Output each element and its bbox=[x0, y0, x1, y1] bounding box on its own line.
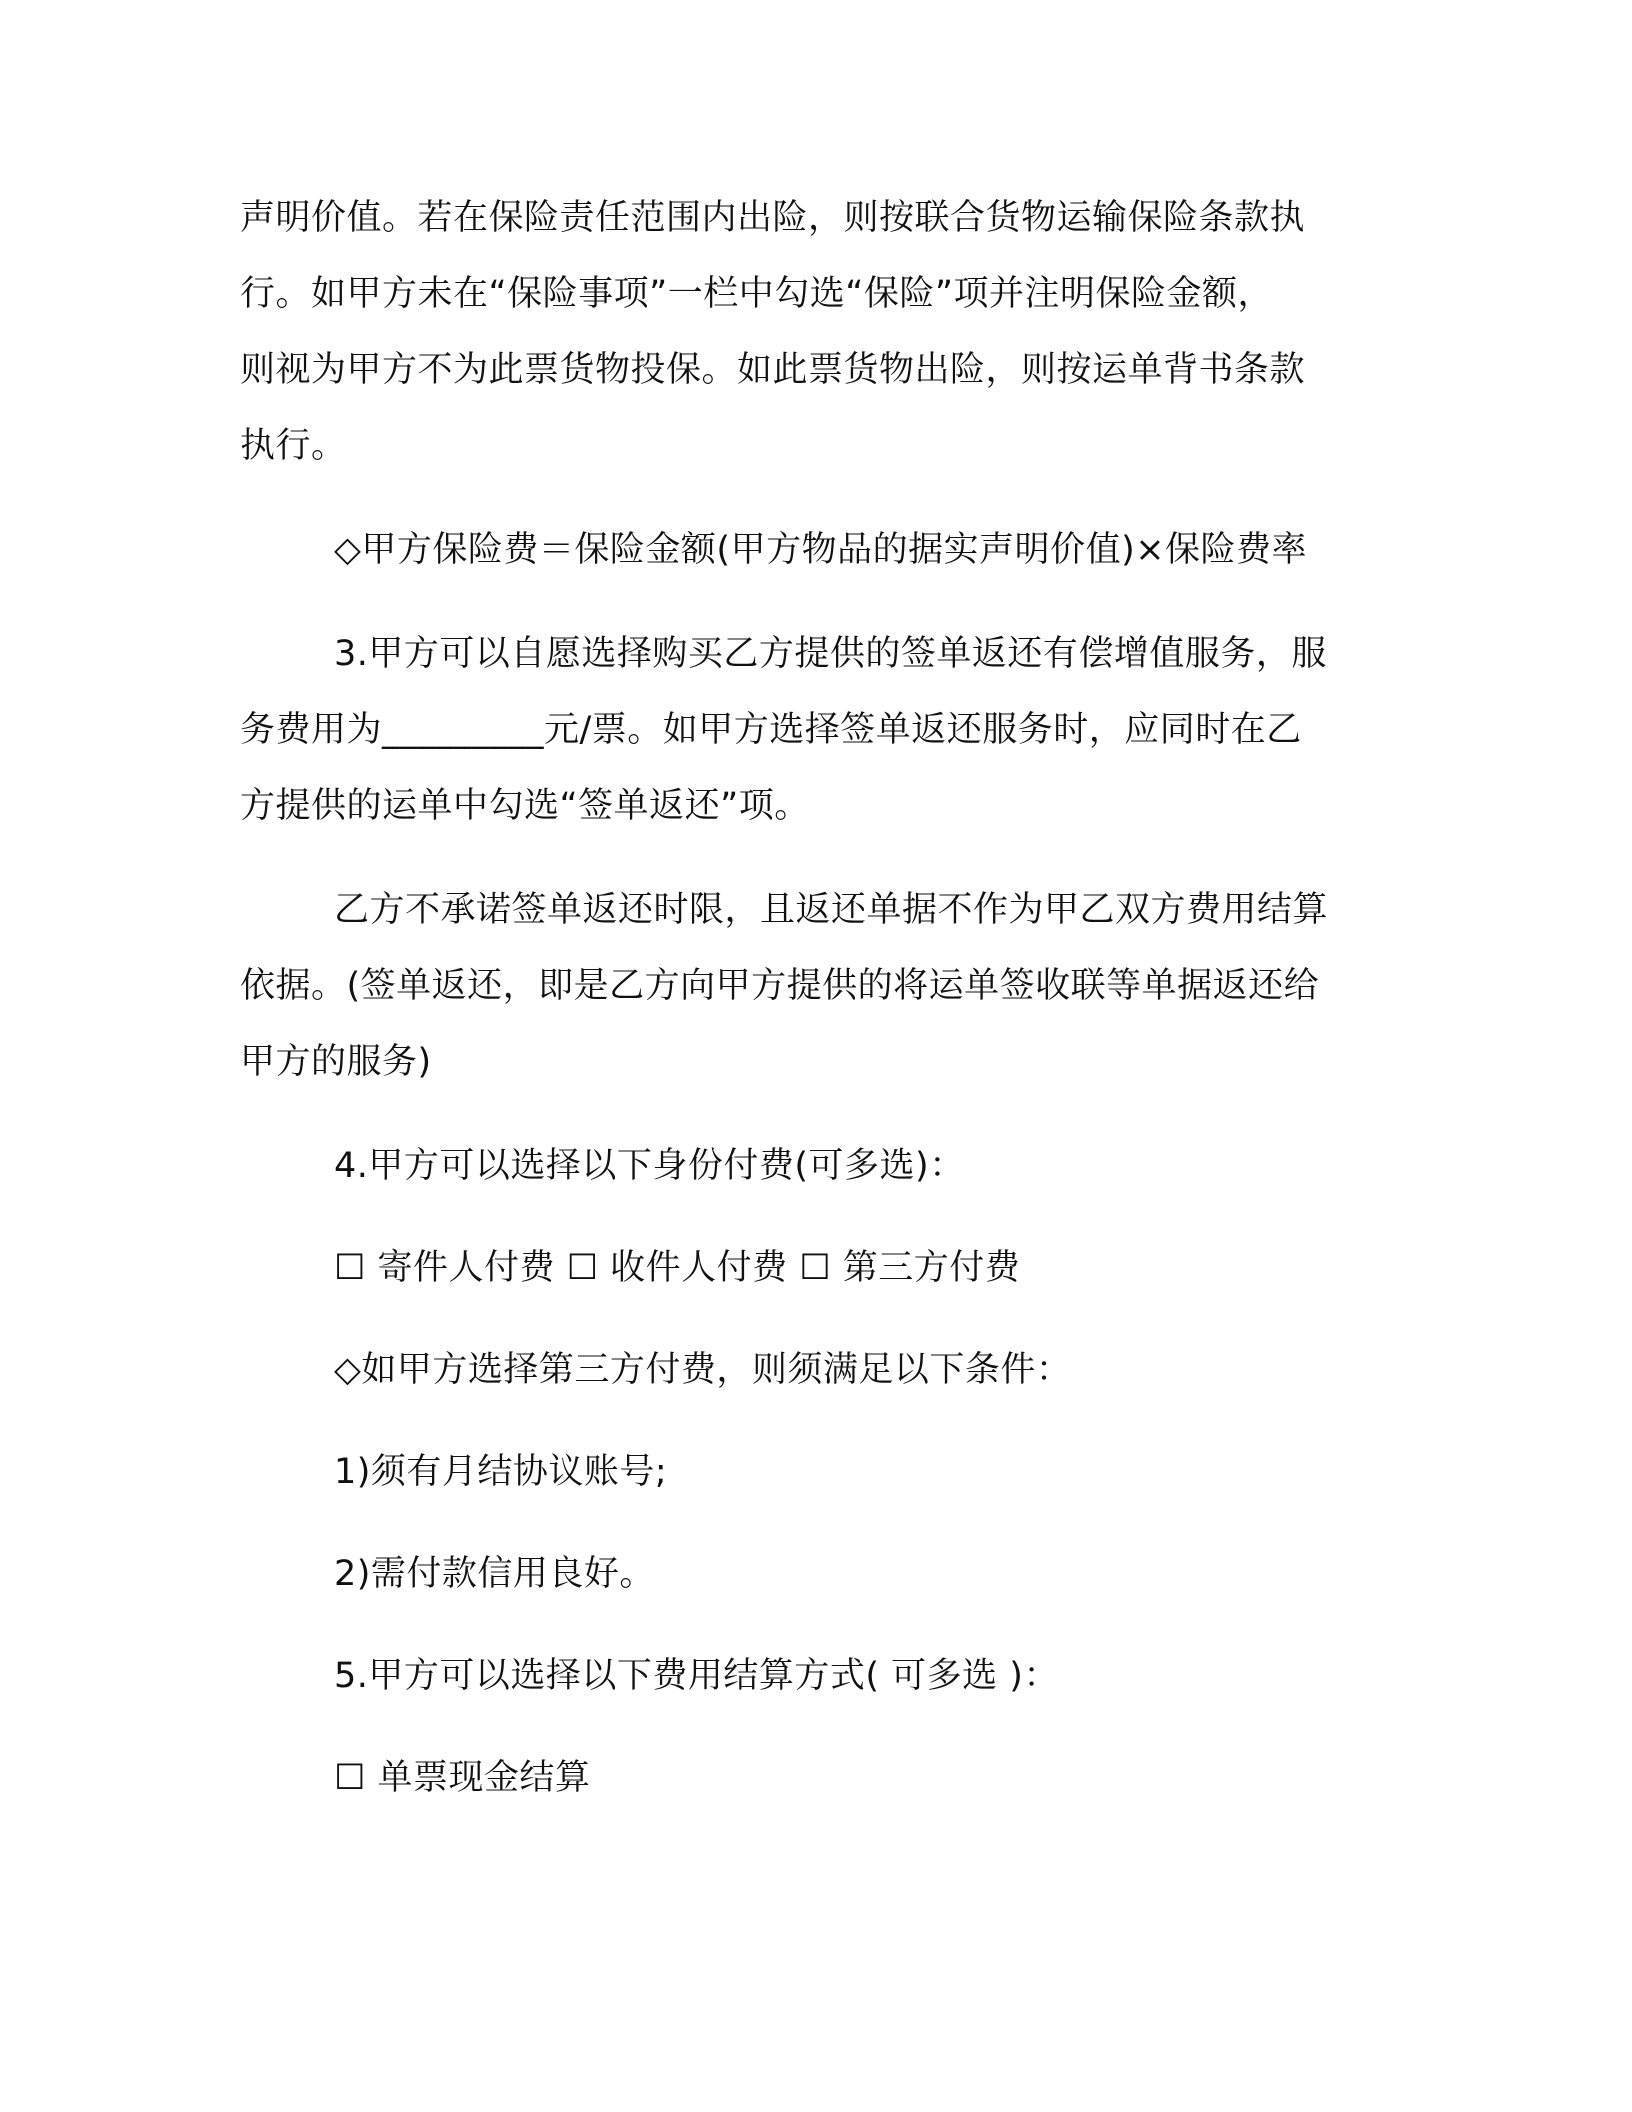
paragraph-line: 依据。(签单返还，即是乙方向甲方提供的将运单签收联等单据返还给 bbox=[240, 966, 1320, 1006]
settlement-option: ☐ 单票现金结算 bbox=[334, 1758, 591, 1798]
paragraph-line: 则视为甲方不为此票货物投保。如此票货物出险，则按运单背书条款 bbox=[240, 350, 1306, 390]
paragraph-line: 行。如甲方未在“保险事项”一栏中勾选“保险”项并注明保险金额， bbox=[240, 274, 1274, 314]
payer-options: ☐ 寄件人付费 ☐ 收件人付费 ☐ 第三方付费 bbox=[334, 1248, 1021, 1288]
paragraph-line: 甲方的服务) bbox=[240, 1042, 432, 1082]
paragraph-line: 方提供的运单中勾选“签单返还”项。 bbox=[240, 786, 810, 826]
condition-item: 2)需付款信用良好。 bbox=[334, 1554, 655, 1594]
condition-item: 1)须有月结协议账号; bbox=[334, 1452, 668, 1492]
paragraph-line: 务费用为_________元/票。如甲方选择签单返还服务时，应同时在乙 bbox=[240, 710, 1302, 750]
paragraph-line: 声明价值。若在保险责任范围内出险，则按联合货物运输保险条款执 bbox=[240, 198, 1306, 238]
paragraph-line: 执行。 bbox=[240, 426, 347, 466]
item4-heading: 4.甲方可以选择以下身份付费(可多选)： bbox=[334, 1146, 965, 1186]
insurance-formula: ◇甲方保险费＝保险金额(甲方物品的据实声明价值)×保险费率 bbox=[334, 530, 1308, 570]
item5-heading: 5.甲方可以选择以下费用结算方式( 可多选 )： bbox=[334, 1656, 1059, 1696]
paragraph-line: 3.甲方可以自愿选择购买乙方提供的签单返还有偿增值服务，服 bbox=[334, 634, 1327, 674]
third-party-condition: ◇如甲方选择第三方付费，则须满足以下条件： bbox=[334, 1350, 1072, 1390]
paragraph-line: 乙方不承诺签单返还时限，且返还单据不作为甲乙双方费用结算 bbox=[334, 890, 1329, 930]
